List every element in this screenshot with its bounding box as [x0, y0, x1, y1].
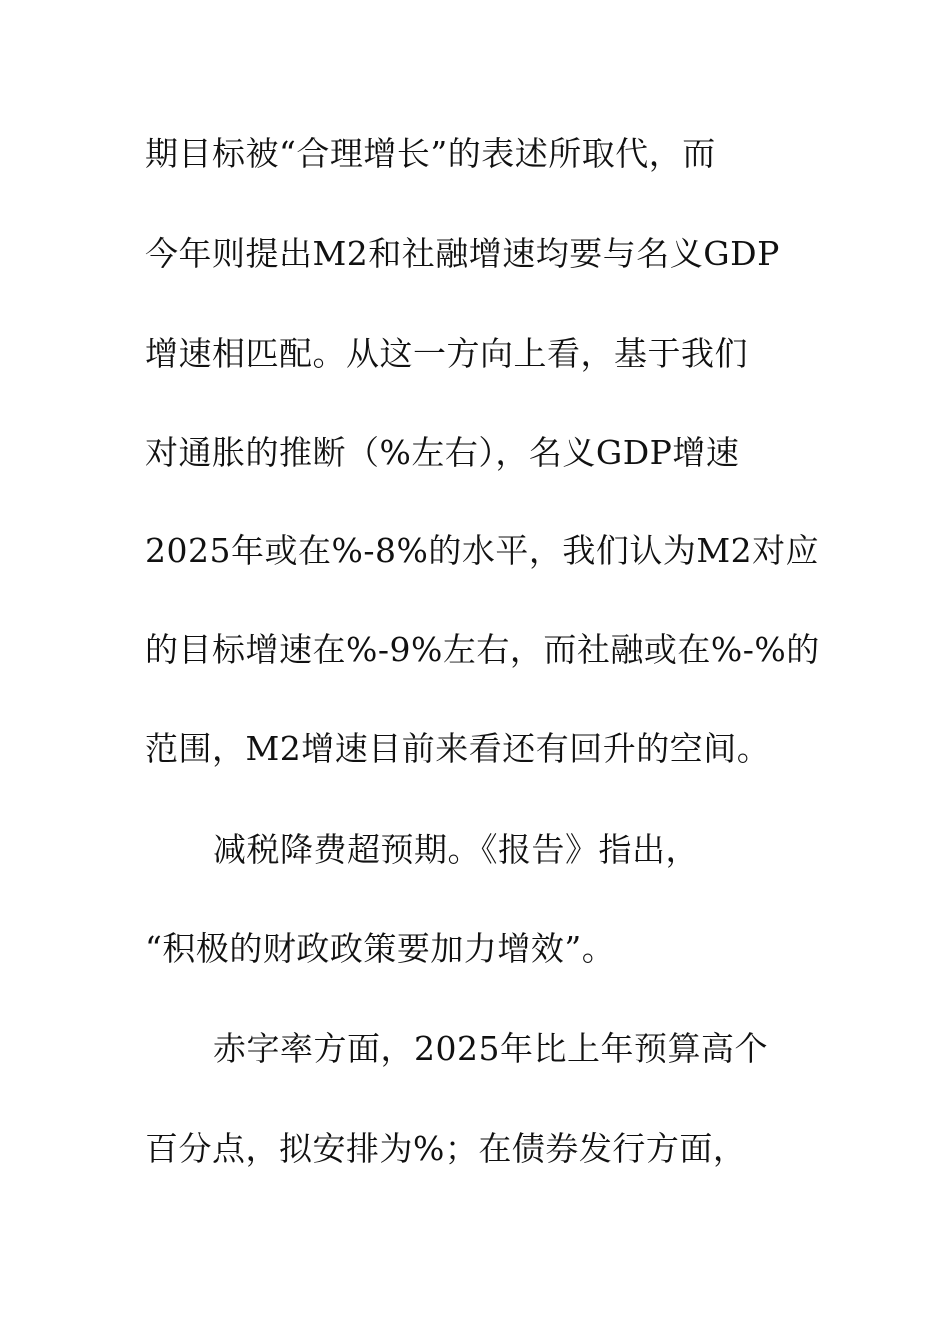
paragraph-line-11: 百分点，拟安排为%；在债券发行方面， — [145, 1129, 747, 1168]
paragraph-line-3: 增速相匹配。从这一方向上看，基于我们 — [145, 334, 748, 373]
paragraph-line-6: 的目标增速在%-9%左右，而社融或在%-%的 — [145, 630, 820, 669]
paragraph-line-10: 赤字率方面，2025年比上年预算高个 — [213, 1029, 768, 1068]
paragraph-line-8: 减税降费超预期。《报告》指出， — [213, 830, 699, 869]
paragraph-line-7: 范围，M2增速目前来看还有回升的空间。 — [145, 729, 771, 768]
paragraph-line-1: 期目标被“合理增长”的表述所取代，而 — [145, 134, 716, 173]
paragraph-line-4: 对通胀的推断（%左右），名义GDP增速 — [145, 433, 740, 472]
paragraph-line-9: “积极的财政政策要加力增效”。 — [145, 929, 616, 968]
paragraph-line-2: 今年则提出M2和社融增速均要与名义GDP — [145, 234, 780, 273]
paragraph-line-5: 2025年或在%-8%的水平，我们认为M2对应 — [145, 531, 820, 570]
